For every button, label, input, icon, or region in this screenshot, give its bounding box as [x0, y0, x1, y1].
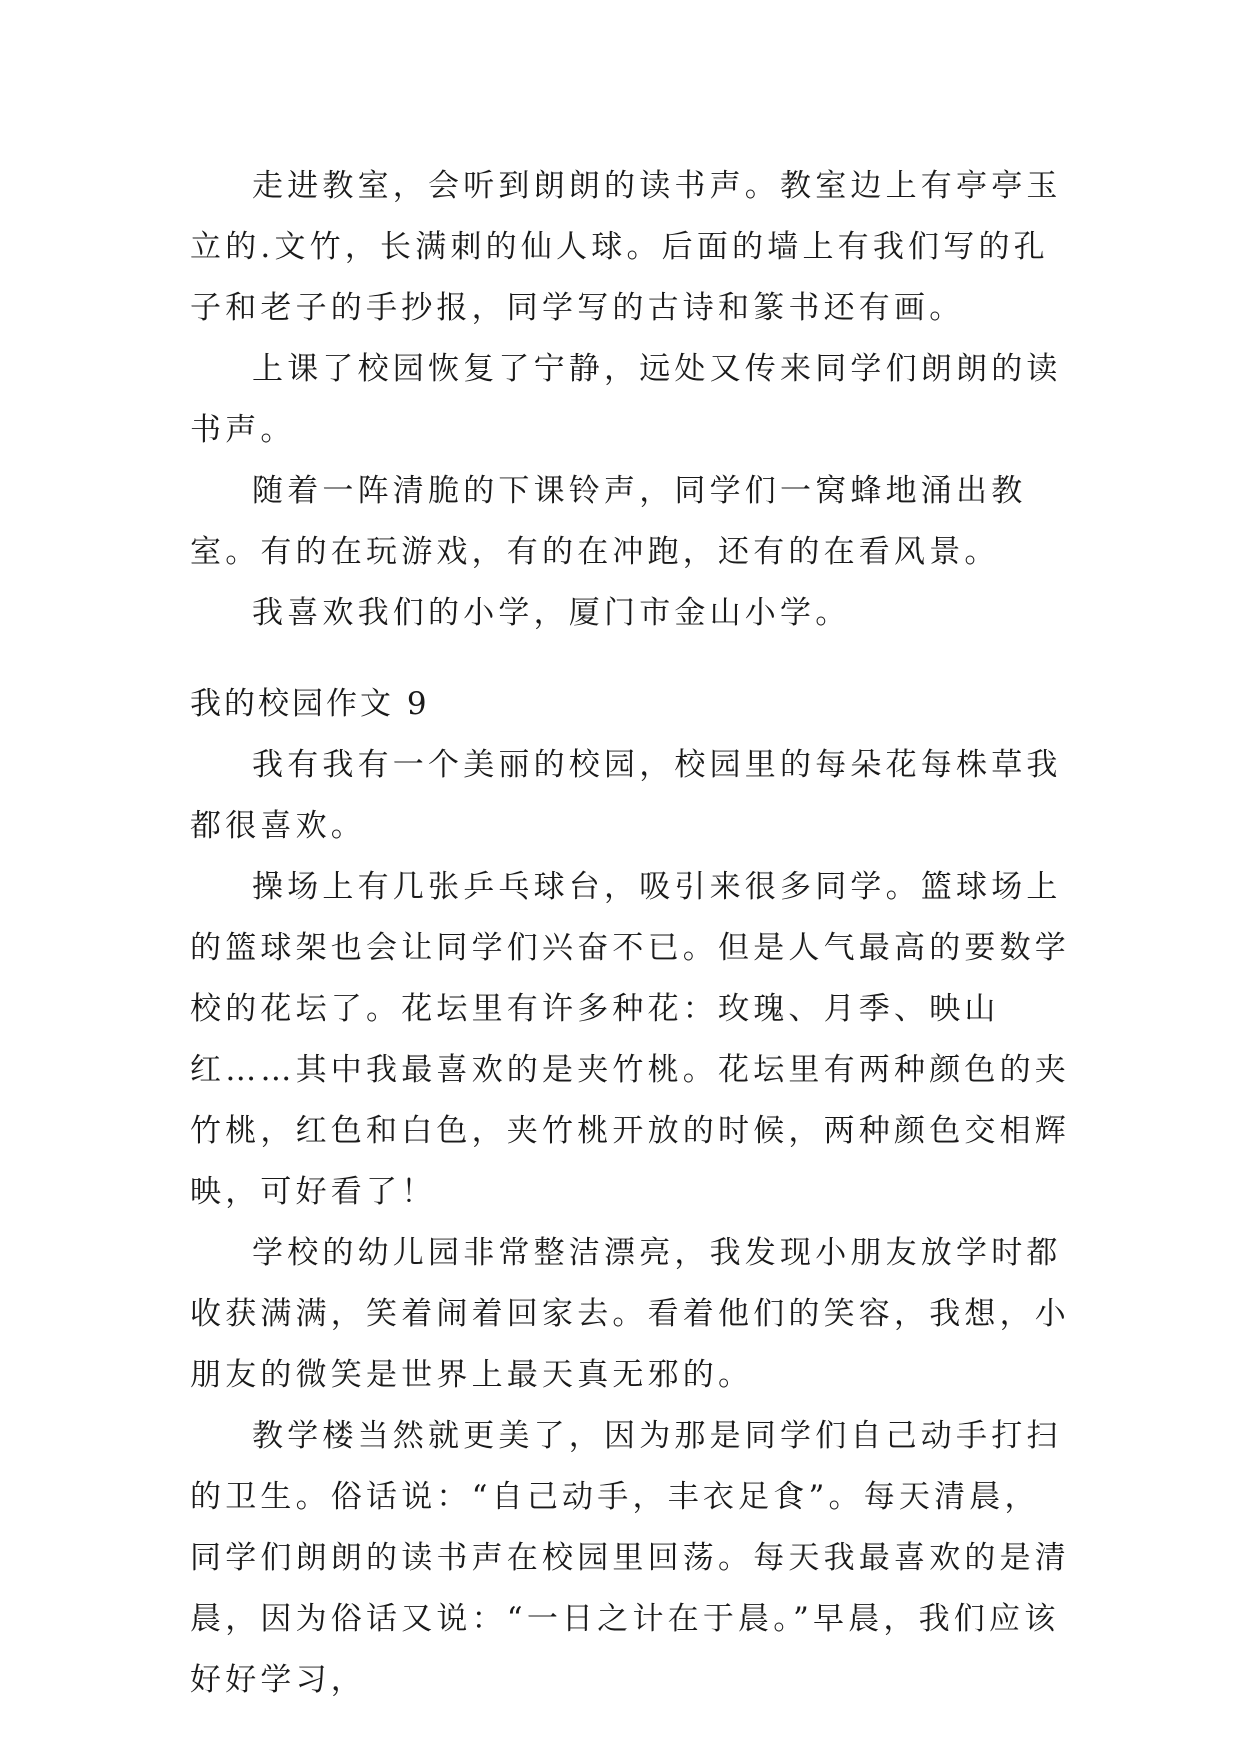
paragraph-teaching-building: 教学楼当然就更美了，因为那是同学们自己动手打扫的卫生。俗话说：“自己动手，丰衣足食”。每天清晨，同学们朗朗的读书声在校园里回荡。每天我最喜欢的是清晨，因为俗话又说：“一日之计在于晨。”早晨，我们应该好好学习，: [190, 1418, 1070, 1698]
essay-title: 我的校园作文 9: [190, 686, 430, 722]
essay-section-previous: [190, 156, 1070, 644]
paragraph-intro: 我有我有一个美丽的校园，校园里的每朵花每株草我都很喜欢。: [190, 747, 1062, 844]
paragraph-kindergarten: 学校的幼儿园非常整洁漂亮，我发现小朋友放学时都收获满满，笑着闹着回家去。看着他们的笑容，我想，小朋友的微笑是世界上最天真无邪的。: [190, 1235, 1070, 1393]
essay-section-9: [190, 674, 1070, 1711]
paragraph-recess: 随着一阵清脆的下课铃声，同学们一窝蜂地涌出教室。有的在玩游戏，有的在冲跑，还有的在看风景。: [190, 473, 1027, 570]
paragraph-conclusion: 我喜欢我们的小学，厦门市金山小学。: [252, 595, 851, 631]
paragraph-playground: 操场上有几张乒乓球台，吸引来很多同学。篮球场上的篮球架也会让同学们兴奋不已。但是人气最高的要数学校的花坛了。花坛里有许多种花：玫瑰、月季、映山红……其中我最喜欢的是夹竹桃。花坛里有两种颜色的夹竹桃，红色和白色，夹竹桃开放的时候，两种颜色交相辉映，可好看了！: [190, 869, 1070, 1210]
paragraph-classroom: 走进教室，会听到朗朗的读书声。教室边上有亭亭玉立的.文竹，长满刺的仙人球。后面的墙上有我们写的孔子和老子的手抄报，同学写的古诗和篆书还有画。: [190, 168, 1062, 326]
paragraph-class-quiet: 上课了校园恢复了宁静，远处又传来同学们朗朗的读书声。: [190, 351, 1062, 448]
